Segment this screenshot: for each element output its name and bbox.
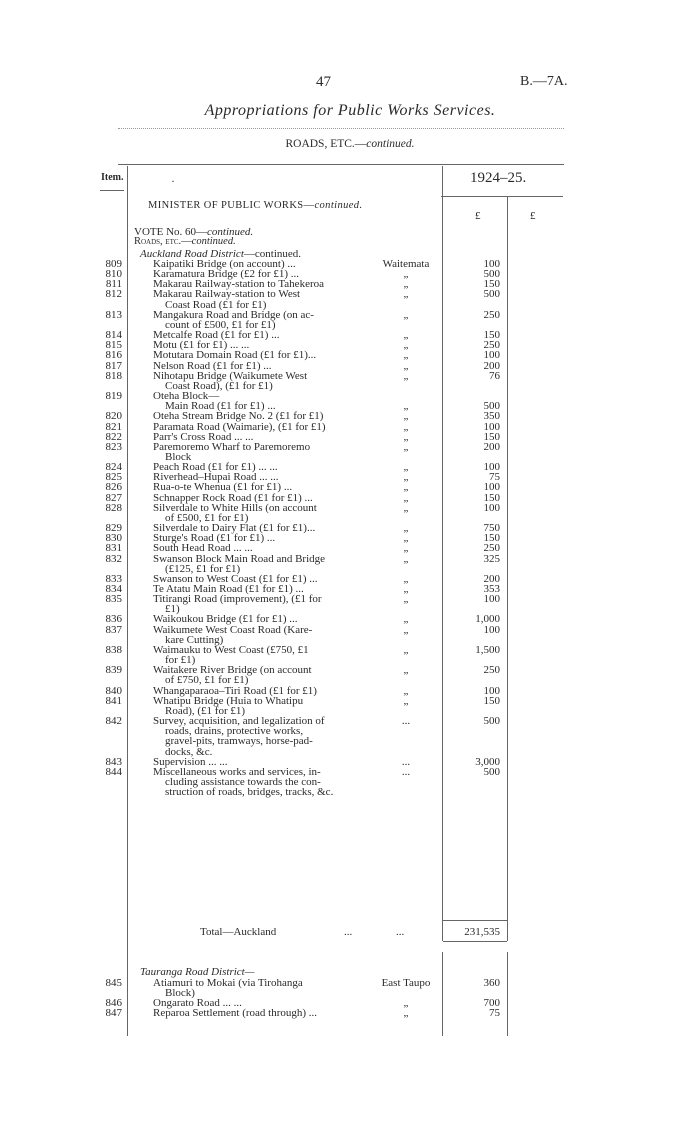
item-amount: 353 <box>483 583 500 595</box>
table-row <box>0 330 700 340</box>
item-amount: 100 <box>483 623 500 636</box>
county-name: East Taupo <box>381 977 431 989</box>
table-row <box>0 422 700 432</box>
item-amount: 75 <box>489 471 500 484</box>
item-amount: 100 <box>483 349 500 362</box>
county-name: „ <box>403 339 409 352</box>
item-amount: 500 <box>483 400 500 413</box>
minister-continued: continued. <box>314 200 363 211</box>
table-top-rule <box>118 164 564 165</box>
item-description <box>153 696 365 716</box>
item-number: 825 <box>105 471 122 484</box>
item-header-rule <box>100 190 124 191</box>
description-line: Sturge's Road (£1 for £1) ... <box>153 532 276 545</box>
description-line: Silverdale to White Hills (on account <box>153 501 317 514</box>
description-line: Makarau Railway-station to Tahekeroa <box>153 278 324 291</box>
description-line: count of £500, £1 for £1) <box>165 318 276 331</box>
table-row <box>0 625 700 645</box>
item-amount: 200 <box>483 359 500 372</box>
description-line: struction of roads, bridges, tracks, &c. <box>165 786 334 799</box>
description-line: Supervision ... ... <box>153 755 228 768</box>
item-number: 843 <box>105 755 122 768</box>
table-row <box>0 696 700 716</box>
item-amount: 100 <box>483 461 500 474</box>
county-name: „ <box>403 532 409 545</box>
item-amount: 250 <box>483 339 500 352</box>
item-number: 846 <box>105 997 122 1010</box>
county-name: „ <box>403 542 409 555</box>
table-row <box>0 462 700 472</box>
item-number: 823 <box>105 440 122 453</box>
description-line: South Head Road ... ... <box>153 542 253 555</box>
item-amount: 250 <box>483 664 500 677</box>
description-line: Te Atatu Main Road (£1 for £1) ... <box>153 583 304 595</box>
item-number: 837 <box>105 623 122 636</box>
description-line: Paremoremo Wharf to Paremoremo <box>153 440 311 453</box>
item-description <box>153 411 365 421</box>
item-number: 829 <box>105 522 122 535</box>
description-line: Motutara Domain Road (£1 for £1)... <box>153 349 317 362</box>
county-name: „ <box>403 643 409 656</box>
item-number: 835 <box>105 593 122 606</box>
description-line: Riverhead–Hupai Road ... ... <box>153 471 279 484</box>
county-name: „ <box>403 613 409 626</box>
total-label: Total—Auckland <box>200 926 277 938</box>
item-amount: 75 <box>489 1007 500 1020</box>
item-description <box>153 665 365 685</box>
description-line: Paramata Road (Waimarie), (£1 for £1) <box>153 420 326 433</box>
district-continued: —continued. <box>243 248 302 260</box>
county-name: „ <box>403 552 409 565</box>
county-name: „ <box>403 278 409 291</box>
item-number: 840 <box>105 684 122 697</box>
item-number: 812 <box>105 288 122 301</box>
page-title: Appropriations for Public Works Services. <box>204 102 496 119</box>
item-number: 831 <box>105 542 122 555</box>
item-description <box>153 625 365 645</box>
table-row <box>0 371 700 391</box>
county-name: „ <box>403 440 409 453</box>
table-row <box>0 340 700 350</box>
table-row <box>0 998 700 1008</box>
page-number: 47 <box>316 74 331 90</box>
district-heading-tauranga: Tauranga Road District— <box>140 966 255 978</box>
item-column-header: Item. <box>101 172 124 183</box>
description-line: Block) <box>165 987 195 1000</box>
description-line: roads, drains, protective works, <box>165 725 304 738</box>
item-number: 821 <box>105 420 122 433</box>
subtitle-main: ROADS, ETC.— <box>285 138 367 150</box>
description-line: Block <box>165 450 192 463</box>
county-name: „ <box>403 400 409 413</box>
table-row <box>0 584 700 594</box>
item-number: 822 <box>105 430 122 443</box>
description-line: kare Cutting) <box>165 633 224 646</box>
description-line: of £500, £1 for £1) <box>165 511 249 524</box>
description-line: Swanson to West Coast (£1 for £1) ... <box>153 572 318 585</box>
item-number: 847 <box>105 1007 122 1020</box>
description-line: Whangaparaoa–Tiri Road (£1 for £1) <box>153 684 317 697</box>
document-reference: B.—7A. <box>520 74 568 89</box>
table-row <box>0 523 700 533</box>
item-description <box>153 310 365 330</box>
description-line: Parr's Cross Road ... ... <box>153 430 254 443</box>
table-row <box>0 757 700 767</box>
item-amount: 700 <box>483 997 500 1010</box>
roads-heading <box>134 236 236 247</box>
table-row <box>0 493 700 503</box>
item-amount: 1,000 <box>475 613 500 626</box>
county-name: „ <box>403 593 409 606</box>
item-number: 820 <box>105 410 122 423</box>
roads-continued: continued. <box>191 236 236 247</box>
table-row <box>0 289 700 309</box>
item-description <box>153 554 365 574</box>
item-description <box>153 594 365 614</box>
minister-main: MINISTER OF PUBLIC WORKS— <box>148 200 315 211</box>
item-amount: 500 <box>483 268 500 281</box>
item-number: 814 <box>105 329 122 342</box>
item-amount: 750 <box>483 522 500 535</box>
item-amount: 100 <box>483 481 500 494</box>
item-number: 824 <box>105 461 122 474</box>
roads-main: Roads, etc.— <box>134 236 192 247</box>
description-line: £1) <box>165 603 180 616</box>
county-name: Waitemata <box>382 258 430 270</box>
item-amount: 100 <box>483 420 500 433</box>
description-line: Motu (£1 for £1) ... ... <box>153 339 250 352</box>
item-amount: 3,000 <box>475 755 500 768</box>
county-name: „ <box>403 583 409 595</box>
item-number: 816 <box>105 349 122 362</box>
county-name: „ <box>403 359 409 372</box>
county-name: „ <box>403 288 409 301</box>
title-divider <box>118 128 564 129</box>
item-description <box>153 645 365 665</box>
description-line: Atiamuri to Mokai (via Tirohanga <box>153 977 303 989</box>
table-row <box>0 472 700 482</box>
district-main: Auckland Road District <box>140 248 244 260</box>
table-row <box>0 391 700 401</box>
item-number: 833 <box>105 572 122 585</box>
description-line: Oteha Block— <box>153 390 220 403</box>
county-name: „ <box>403 481 409 494</box>
description-line: Nelson Road (£1 for £1) ... <box>153 359 272 372</box>
table-row <box>0 665 700 685</box>
description-line: Waimauku to West Coast (£750, £1 <box>153 643 309 656</box>
total-bottom-rule <box>443 941 507 942</box>
description-line: Reparoa Settlement (road through) ... <box>153 1007 318 1020</box>
description-line: gravel-pits, tramways, horse-pad- <box>165 735 313 748</box>
description-line: Waikumete West Coast Road (Kare- <box>153 623 313 636</box>
county-name: „ <box>403 471 409 484</box>
description-line: Rua-o-te Whenua (£1 for £1) ... <box>153 481 293 494</box>
item-amount: 500 <box>483 288 500 301</box>
table-row <box>0 1008 700 1018</box>
subtitle-continued: continued. <box>366 138 415 150</box>
item-description <box>153 767 365 797</box>
county-name: „ <box>403 349 409 362</box>
table-row <box>0 594 700 614</box>
item-amount: 150 <box>483 278 500 291</box>
table-row <box>0 614 700 624</box>
item-amount: 250 <box>483 542 500 555</box>
description-line: Kaipatiki Bridge (on account) ... <box>153 258 296 270</box>
table-row <box>0 310 700 330</box>
item-amount: 150 <box>483 430 500 443</box>
description-line: Waitakere River Bridge (on account <box>153 664 312 677</box>
description-line: Mangakura Road and Bridge (on ac- <box>153 308 314 321</box>
item-number: 818 <box>105 369 122 382</box>
item-number: 817 <box>105 359 122 372</box>
item-description <box>153 371 365 391</box>
section-subtitle <box>0 138 700 150</box>
item-amount: 500 <box>483 765 500 778</box>
description-line: Karamatura Bridge (£2 for £1) ... <box>153 268 300 281</box>
table-row <box>0 482 700 492</box>
table-row <box>0 543 700 553</box>
county-name: „ <box>403 664 409 677</box>
county-name: „ <box>403 410 409 423</box>
item-number: 830 <box>105 532 122 545</box>
description-line: for £1) <box>165 654 196 667</box>
item-number: 836 <box>105 613 122 626</box>
pound-symbol-left: £ <box>475 210 481 222</box>
item-description <box>153 1008 365 1018</box>
county-name: „ <box>403 430 409 443</box>
description-line: of £750, £1 for £1) <box>165 674 249 687</box>
county-name: „ <box>403 1007 409 1020</box>
item-amount: 100 <box>483 593 500 606</box>
item-number: 834 <box>105 583 122 595</box>
county-name: „ <box>403 461 409 474</box>
item-number: 839 <box>105 664 122 677</box>
table-row <box>0 350 700 360</box>
table-row <box>0 645 700 665</box>
item-number: 813 <box>105 308 122 321</box>
total-leader-dots-1: ... <box>344 926 353 938</box>
item-amount: 350 <box>483 410 500 423</box>
county-name: „ <box>403 420 409 433</box>
item-number: 841 <box>105 694 122 707</box>
table-row <box>0 716 700 757</box>
item-number: 827 <box>105 491 122 504</box>
item-amount: 150 <box>483 694 500 707</box>
county-name: „ <box>403 369 409 382</box>
description-line: Survey, acquisition, and legalization of <box>153 715 325 728</box>
item-amount: 150 <box>483 491 500 504</box>
county-name: „ <box>403 684 409 697</box>
table-row <box>0 269 700 279</box>
item-amount: 100 <box>483 501 500 514</box>
item-number: 819 <box>105 390 122 403</box>
county-name: „ <box>403 623 409 636</box>
item-description <box>153 978 365 998</box>
item-number: 842 <box>105 715 122 728</box>
county-name: ... <box>401 755 411 768</box>
item-number: 810 <box>105 268 122 281</box>
description-line: Waikoukou Bridge (£1 for £1) ... <box>153 613 298 626</box>
table-row <box>0 686 700 696</box>
county-name: ... <box>401 715 411 728</box>
description-line: (£125, £1 for £1) <box>165 562 241 575</box>
appropriation-rows-tauranga <box>0 978 700 1019</box>
table-row <box>0 279 700 289</box>
county-name: „ <box>403 501 409 514</box>
item-amount: 325 <box>483 552 500 565</box>
pound-symbol-right: £ <box>530 210 536 222</box>
table-row <box>0 767 700 797</box>
table-row <box>0 533 700 543</box>
item-amount: 150 <box>483 329 500 342</box>
description-line: Coast Road), (£1 for £1) <box>165 379 273 392</box>
vote-continued: continued. <box>207 226 254 238</box>
item-amount: 200 <box>483 572 500 585</box>
item-amount: 100 <box>483 258 500 270</box>
description-line: Road), (£1 for £1) <box>165 704 246 717</box>
item-amount: 200 <box>483 440 500 453</box>
item-description <box>153 503 365 523</box>
item-amount: 76 <box>489 369 500 382</box>
item-amount: 100 <box>483 684 500 697</box>
item-description <box>153 442 365 462</box>
year-header: 1924–25. <box>470 170 527 186</box>
table-row <box>0 978 700 998</box>
item-number: 838 <box>105 643 122 656</box>
year-header-rule <box>441 196 563 197</box>
county-name: „ <box>403 522 409 535</box>
item-description <box>153 716 365 757</box>
description-line: Coast Road (£1 for £1) <box>165 298 267 311</box>
appropriation-rows-auckland <box>0 259 700 797</box>
table-row <box>0 411 700 421</box>
item-number: 811 <box>105 278 122 291</box>
county-name: „ <box>403 694 409 707</box>
description-line: Metcalfe Road (£1 for £1) ... <box>153 329 280 342</box>
description-line: Swanson Block Main Road and Bridge <box>153 552 326 565</box>
item-amount: 500 <box>483 715 500 728</box>
item-number: 832 <box>105 552 122 565</box>
county-name: „ <box>403 308 409 321</box>
table-row <box>0 574 700 584</box>
item-number: 809 <box>105 258 122 270</box>
item-number: 844 <box>105 765 122 778</box>
description-line: Titirangi Road (improvement), (£1 for <box>153 593 322 606</box>
item-number: 826 <box>105 481 122 494</box>
item-amount: 360 <box>483 977 500 989</box>
description-line: docks, &c. <box>165 745 213 758</box>
description-line: Makarau Railway-station to West <box>153 288 301 301</box>
description-line: Oteha Stream Bridge No. 2 (£1 for £1) <box>153 410 324 423</box>
description-line: Schnapper Rock Road (£1 for £1) ... <box>153 491 313 504</box>
county-name: „ <box>403 997 409 1010</box>
description-line: Whatipu Bridge (Huia to Whatipu <box>153 694 304 707</box>
description-line: cluding assistance towards the con- <box>165 775 321 788</box>
county-name: ... <box>401 765 411 778</box>
table-row <box>0 503 700 523</box>
total-amount: 231,535 <box>464 926 500 938</box>
description-line: Ongarato Road ... ... <box>153 997 242 1010</box>
minister-heading <box>148 200 362 211</box>
table-row <box>0 432 700 442</box>
total-leader-dots-2: ... <box>396 926 405 938</box>
table-row <box>0 442 700 462</box>
table-row <box>0 361 700 371</box>
vote-main: VOTE No. 60— <box>134 226 208 238</box>
item-number: 845 <box>105 977 122 989</box>
description-line: Miscellaneous works and services, in- <box>153 765 321 778</box>
description-line: Main Road (£1 for £1) ... <box>165 400 276 413</box>
item-number: 828 <box>105 501 122 514</box>
table-row <box>0 401 700 411</box>
county-name: „ <box>403 491 409 504</box>
item-amount: 250 <box>483 308 500 321</box>
item-description <box>153 289 365 309</box>
description-line: Silverdale to Dairy Flat (£1 for £1)... <box>153 522 316 535</box>
description-line: Nihotapu Bridge (Waikumete West <box>153 369 308 382</box>
item-description <box>153 543 365 553</box>
county-name: „ <box>403 572 409 585</box>
total-top-rule <box>443 920 507 921</box>
county-name: „ <box>403 329 409 342</box>
table-row <box>0 259 700 269</box>
county-name: „ <box>403 268 409 281</box>
item-amount: 1,500 <box>475 643 500 656</box>
item-number: 815 <box>105 339 122 352</box>
header-dot: · <box>171 174 175 188</box>
table-row <box>0 554 700 574</box>
description-line: Peach Road (£1 for £1) ... ... <box>153 461 278 474</box>
item-amount: 150 <box>483 532 500 545</box>
